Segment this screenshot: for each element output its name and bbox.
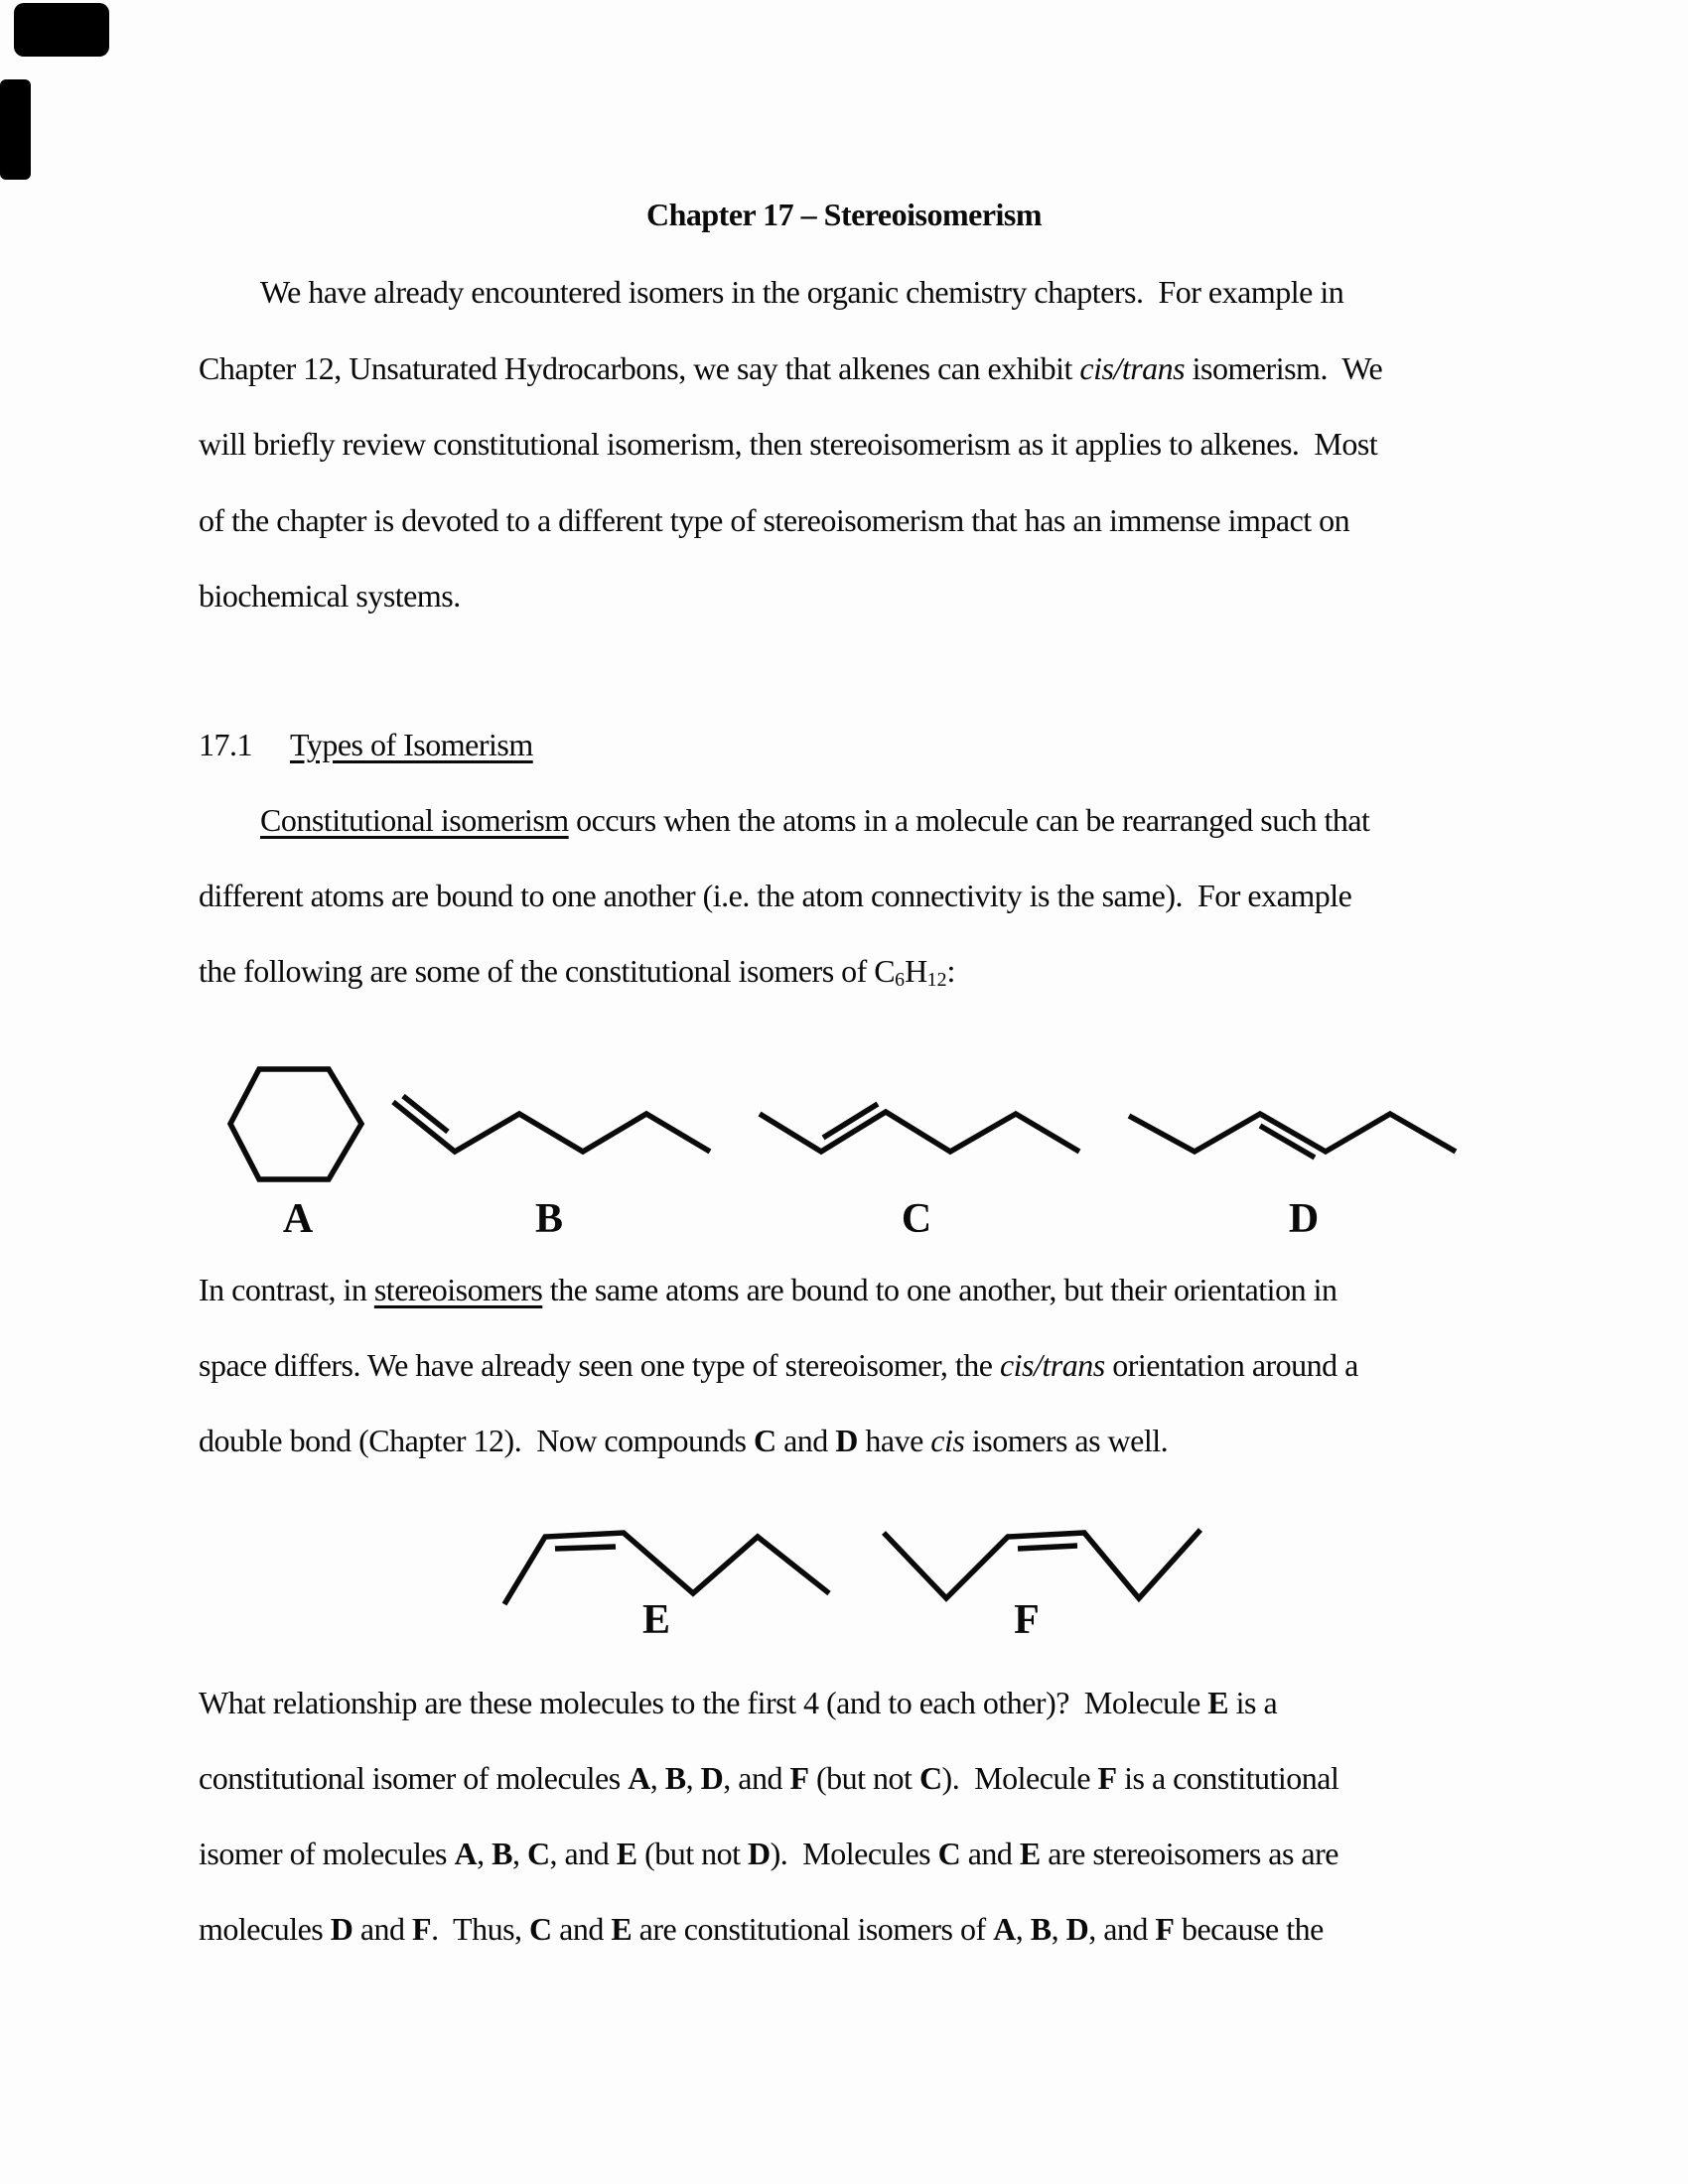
molecule-label-c-seg-0: C	[901, 1196, 932, 1242]
p4-line2-seg-12: is a constitutional	[1116, 1760, 1339, 1796]
p4-line4-seg-6: and	[551, 1911, 612, 1947]
chapter-title-seg-0: Chapter 17 – Stereoisomerism	[645, 197, 1043, 232]
p2-line2	[199, 875, 1351, 916]
p4-line2-seg-8: (but not	[808, 1760, 919, 1796]
p1-line3	[199, 423, 1377, 465]
p2-line3-seg-4: :	[946, 953, 955, 989]
p4-line3	[199, 1833, 1338, 1874]
molecule-label-d	[1289, 1196, 1319, 1242]
p1-line5-seg-0: biochemical systems.	[199, 578, 461, 614]
section-heading-seg-1: Types of Isomerism	[290, 727, 533, 762]
p4-line1	[199, 1682, 1277, 1723]
p4-line2-seg-2: ,	[649, 1760, 665, 1796]
p2-line1-seg-1: occurs when the atoms in a molecule can be rearranged such that	[568, 802, 1370, 838]
p4-line4-seg-7: E	[611, 1911, 633, 1947]
p4-line4-seg-3: F	[412, 1911, 432, 1947]
p3-line1-seg-2: the same atoms are bound to one another, but their orientation in	[542, 1272, 1337, 1307]
p4-line2-seg-0: constitutional isomer of molecules	[199, 1760, 629, 1796]
p4-line3-seg-11: C	[937, 1836, 961, 1871]
p4-line2-seg-6: , and	[723, 1760, 790, 1796]
p4-line2-seg-9: C	[918, 1760, 942, 1796]
p2-line3	[199, 950, 955, 997]
p4-line3-seg-14: are stereoisomers as are	[1040, 1836, 1338, 1871]
p2-line2-seg-0: different atoms are bound to one another (i.e. the atom connectivity is the same). For example	[199, 878, 1352, 913]
p3-line3	[199, 1420, 1168, 1461]
p1-line1-seg-0: We have already encountered isomers in the organic chemistry chapters. For example in	[260, 274, 1344, 310]
p3-line2-seg-2: orientation around a	[1104, 1347, 1358, 1383]
p3-line1	[199, 1269, 1336, 1310]
p3-line3-seg-2: and	[775, 1423, 836, 1458]
molecule-label-f	[1014, 1597, 1040, 1643]
p4-line1-seg-2: is a	[1228, 1685, 1278, 1720]
section-heading-seg-0: 17.1	[199, 727, 252, 762]
p4-line4-seg-2: and	[352, 1911, 413, 1947]
chapter-title	[0, 194, 1688, 235]
p4-line4-seg-13: D	[1065, 1911, 1089, 1947]
p1-line2	[199, 347, 1382, 389]
p1-line2-seg-2: isomerism. We	[1185, 350, 1383, 386]
p2-line3-seg-1: 6	[895, 969, 906, 992]
p4-line2-seg-1: A	[628, 1760, 650, 1796]
p4-line3-seg-12: and	[960, 1836, 1020, 1871]
p3-line2-seg-1: cis/trans	[999, 1347, 1105, 1383]
p3-line3-seg-3: D	[835, 1423, 858, 1458]
p1-line4	[199, 499, 1349, 541]
p3-line3-seg-0: double bond (Chapter 12). Now compounds	[199, 1423, 754, 1458]
p3-line2	[199, 1344, 1358, 1386]
p4-line4-seg-15: F	[1155, 1911, 1175, 1947]
p4-line3-seg-2: ,	[477, 1836, 492, 1871]
p4-line3-seg-3: B	[492, 1836, 512, 1871]
p2-line3-seg-2: H	[905, 953, 927, 989]
p3-line3-seg-5: cis	[930, 1423, 965, 1458]
p1-line3-seg-0: will briefly review constitutional isomerism, then stereoisomerism as it applies to alkenes. Most	[199, 426, 1378, 462]
p4-line3-seg-8: (but not	[636, 1836, 749, 1871]
p4-line3-seg-9: D	[748, 1836, 771, 1871]
p4-line4-seg-1: D	[330, 1911, 353, 1947]
p4-line4-seg-11: B	[1030, 1911, 1052, 1947]
p2-line1-seg-0: Constitutional isomerism	[260, 802, 569, 838]
p4-line3-seg-10: ). Molecules	[770, 1836, 938, 1871]
p4-line2-seg-7: F	[789, 1760, 809, 1796]
p4-line4-seg-0: molecules	[199, 1911, 331, 1947]
p4-line2-seg-11: F	[1097, 1760, 1117, 1796]
molecule-label-f-seg-0: F	[1014, 1597, 1040, 1643]
p4-line4-seg-9: A	[993, 1911, 1016, 1947]
p4-line3-seg-6: , and	[549, 1836, 617, 1871]
p4-line4-seg-12: ,	[1051, 1911, 1066, 1947]
p1-line4-seg-0: of the chapter is devoted to a different type of stereoisomerism that has an immense impact on	[199, 502, 1350, 538]
p4-line3-seg-4: ,	[511, 1836, 527, 1871]
p4-line4	[199, 1908, 1324, 1950]
p1-line2-seg-1: cis/trans	[1079, 350, 1186, 386]
p4-line4-seg-10: ,	[1015, 1911, 1031, 1947]
p1-line2-seg-0: Chapter 12, Unsaturated Hydrocarbons, we say that alkenes can exhibit	[199, 350, 1080, 386]
p2-line1	[260, 799, 1369, 841]
molecule-label-e-seg-0: E	[641, 1597, 671, 1643]
p4-line1-seg-0: What relationship are these molecules to the first 4 (and to each other)? Molecule	[199, 1685, 1208, 1720]
p3-line1-seg-0: In contrast, in	[199, 1272, 374, 1307]
p2-line3-seg-0: the following are some of the constitutional isomers of C	[199, 953, 896, 989]
molecule-label-c	[902, 1196, 931, 1242]
p4-line4-seg-8: are constitutional isomers of	[632, 1911, 994, 1947]
p1-line5	[199, 575, 461, 616]
molecule-label-e	[642, 1597, 670, 1643]
p4-line2-seg-10: ). Molecule	[941, 1760, 1098, 1796]
p4-line3-seg-0: isomer of molecules	[199, 1836, 455, 1871]
molecule-label-d-seg-0: D	[1288, 1196, 1320, 1242]
p3-line2-seg-0: space differs. We have already seen one type of stereoisomer, the	[199, 1347, 1000, 1383]
molecule-label-a-seg-0: A	[282, 1196, 314, 1242]
p4-line3-seg-1: A	[454, 1836, 478, 1871]
p4-line2-seg-3: B	[664, 1760, 686, 1796]
section-heading	[199, 724, 533, 765]
p3-line1-seg-1: stereoisomers	[373, 1272, 543, 1307]
p4-line3-seg-7: E	[616, 1836, 637, 1871]
p4-line3-seg-13: E	[1019, 1836, 1041, 1871]
p4-line2	[199, 1757, 1338, 1799]
p4-line2-seg-5: D	[700, 1760, 724, 1796]
p4-line2-seg-4: ,	[685, 1760, 701, 1796]
p1-line1	[260, 271, 1343, 313]
p4-line4-seg-14: , and	[1088, 1911, 1156, 1947]
molecule-label-b-seg-0: B	[534, 1196, 564, 1242]
molecule-label-b	[535, 1196, 563, 1242]
molecule-label-a	[283, 1196, 313, 1242]
p3-line3-seg-1: C	[753, 1423, 776, 1458]
p4-line1-seg-1: E	[1207, 1685, 1229, 1720]
p3-line3-seg-4: have	[857, 1423, 931, 1458]
p4-line4-seg-4: . Thus,	[431, 1911, 530, 1947]
p4-line3-seg-5: C	[526, 1836, 550, 1871]
p4-line4-seg-5: C	[529, 1911, 552, 1947]
p3-line3-seg-6: isomers as well.	[964, 1423, 1169, 1458]
p4-line4-seg-16: because the	[1174, 1911, 1324, 1947]
p2-line3-seg-3: 12	[926, 969, 947, 992]
